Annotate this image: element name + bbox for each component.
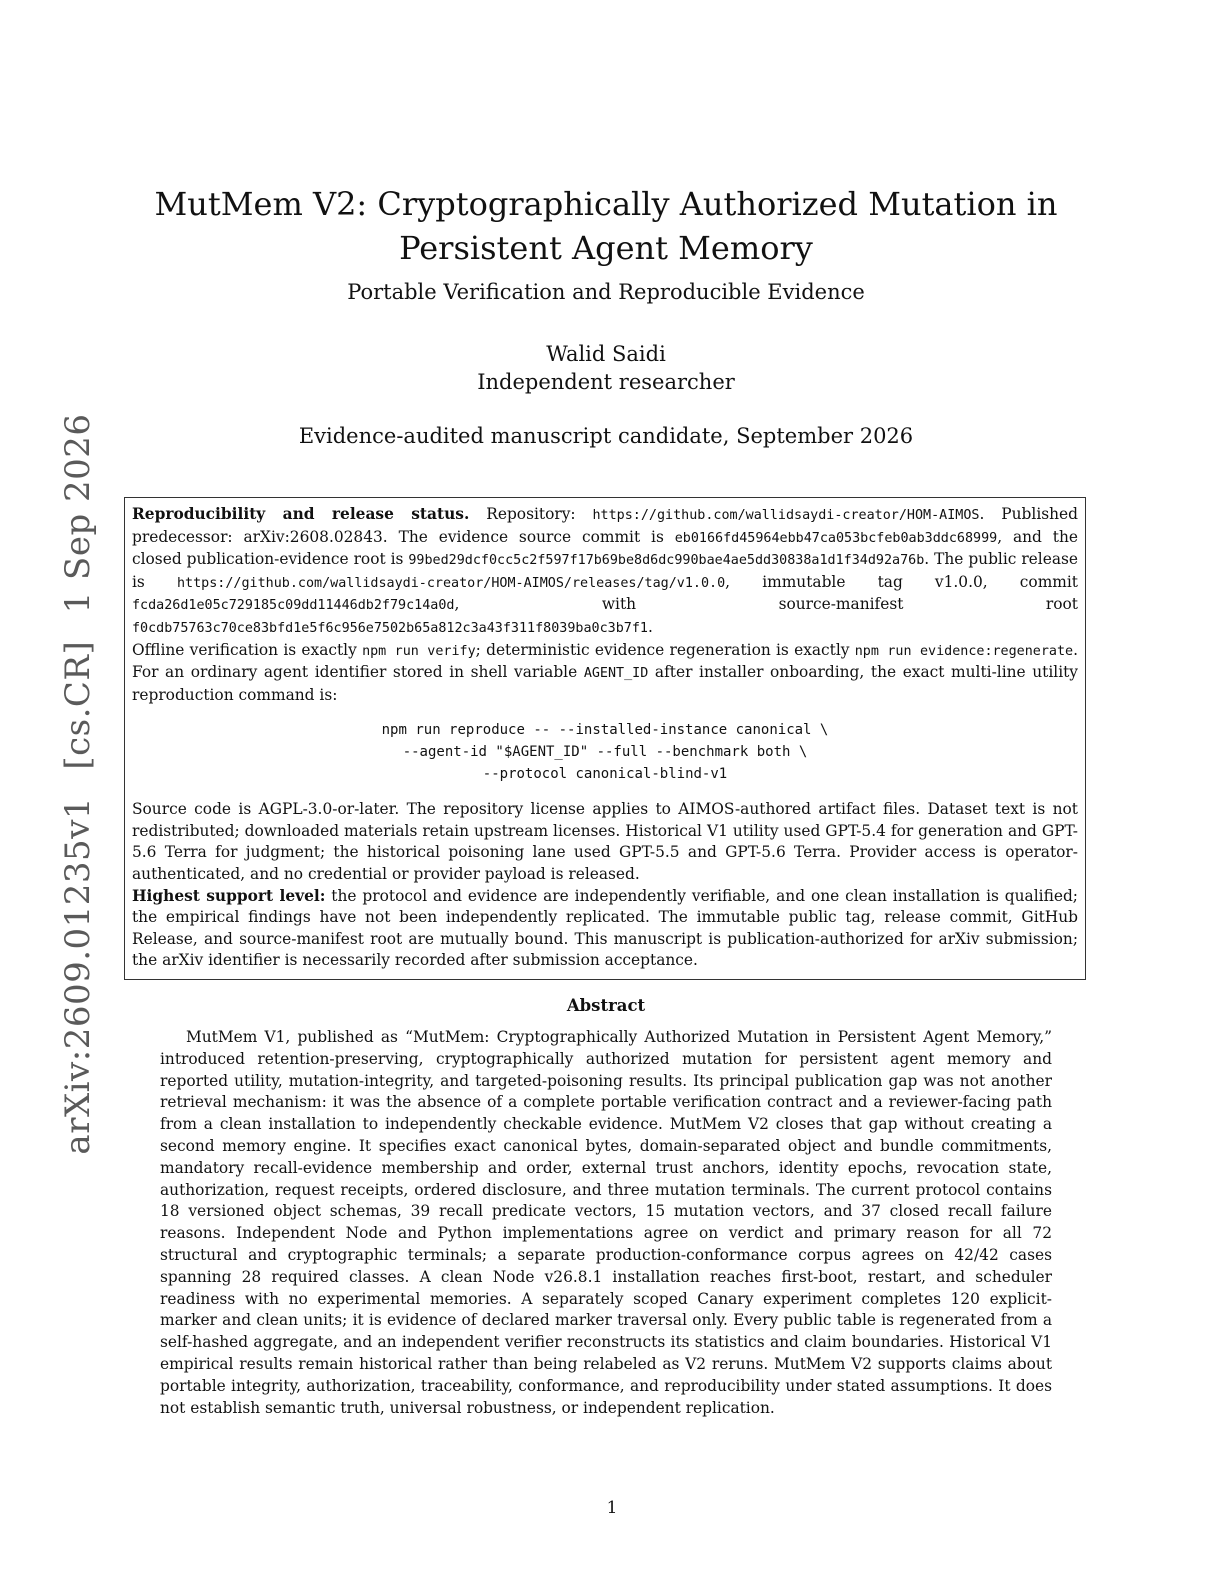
- release-text: . The public release is: [132, 550, 1078, 591]
- page-number: 1: [606, 1498, 618, 1518]
- release-text: , with source-manifest root: [454, 595, 1078, 614]
- manifest-root-hash: f0cdb75763c70ce83bfd1e5f6c956e7502b65a812c3a43f311f8039ba0c3b7f1: [132, 620, 648, 636]
- arxiv-sidebar-stamp: [58, 405, 98, 1162]
- release-text: . Published predecessor: arXiv:2608.02843. The evidence source commit is: [132, 505, 1079, 546]
- source-commit-hash: eb0166fd45964ebb47ca053bcfeb0ab3ddc68999: [674, 530, 998, 546]
- release-text: Offline verification is exactly: [132, 640, 363, 659]
- release-heading: Reproducibility and release status.: [132, 505, 470, 523]
- manuscript-date: Evidence-audited manuscript candidate, September 2026: [298, 424, 914, 448]
- command-line: --protocol canonical-blind-v1: [482, 765, 728, 782]
- paper-title: MutMem V2: Cryptographically Authorized Mutation in Persistent Agent Memory: [154, 185, 1058, 267]
- support-level-heading: Highest support level:: [132, 886, 326, 905]
- agent-id-variable: AGENT_ID: [583, 666, 649, 682]
- support-level-paragraph: [132, 886, 1078, 972]
- arxiv-date: 1 Sep 2026: [58, 413, 98, 614]
- author-affiliation: Independent researcher: [477, 370, 735, 394]
- reproduce-command-block: [132, 720, 1078, 785]
- arxiv-category: [cs.CR]: [58, 640, 98, 770]
- verify-command: npm run verify: [362, 643, 476, 659]
- title-block: [150, 182, 1062, 450]
- release-text: .: [647, 617, 653, 636]
- abstract-body: MutMem V1, published as “MutMem: Cryptographically Authorized Mutation in Persistent Agent Memory,” introduced retention-preserving, cryptographically authorized mutation for persistent agent memory and reported utility, mutation-integrity, and targeted-poisoning results. Its principal publication gap was not another retrieval mechanism: it was the absence of a complete portable verification contract and a reviewer-facing path from a clean installation to independently checkable evidence. MutMem V2 closes that gap without creating a second memory engine. It specifies exact canonical bytes, domain-separated object and bundle commitments, mandatory recall-evidence membership and order, external trust anchors, identity epochs, revocation state, authorization, request receipts, ordered disclosure, and three mutation terminals. The current protocol contains 18 versioned object schemas, 39 recall predicate vectors, 15 mutation vectors, and 37 closed recall failure reasons. Independent Node and Python implementations agree on verdict and primary reason for all 72 structural and cryptographic terminals; a separate production-conformance corpus agrees on 42/42 cases spanning 28 required classes. A clean Node v26.8.1 installation reaches first-boot, restart, and scheduler readiness with no experimental memories. A separately scoped Canary experiment completes 120 explicit-marker and clean units; it is evidence of declared marker traversal only. Every public table is regenerated from a self-hashed aggregate, and an independent verifier reconstructs its statistics and claim boundaries. Historical V1 empirical results remain historical rather than being relabeled as V2 reruns. MutMem V2 supports claims about portable integrity, authorization, traceability, conformance, and reproducibility under stated assumptions. It does not establish semantic truth, universal robustness, or independent replication.: [160, 1028, 1052, 1417]
- release-text: after installer onboarding, the exact multi-line utility reproduction command is:: [132, 663, 1078, 704]
- release-url: https://github.com/wallidsaydi-creator/HOM-AIMOS/releases/tag/v1.0.0: [176, 575, 726, 591]
- paper-subtitle: Portable Verification and Reproducible Evidence: [347, 280, 865, 304]
- release-text: , immutable tag v1.0.0, commit: [725, 572, 1078, 591]
- release-paragraph-2: [132, 640, 1078, 707]
- support-level-text: the protocol and evidence are independently verifiable, and one clean installation is qualified; the empirical findings have not been independently replicated. The immutable public tag, release commit, GitHub Release, and source-manifest root are mutually bound. This manuscript is publication-authorized for arXiv submission; the arXiv identifier is necessarily recorded after submission acceptance.: [132, 886, 1078, 970]
- command-line: --agent-id "$AGENT_ID" --full --benchmark both \: [402, 743, 808, 760]
- arxiv-id: arXiv:2609.01235v1: [58, 796, 98, 1155]
- release-paragraph-1: [132, 504, 1078, 640]
- release-text: . For an ordinary agent identifier stored in shell variable: [132, 640, 1079, 682]
- release-text: , and the closed publication-evidence root is: [132, 527, 1078, 569]
- evidence-root-hash: 99bed29dcf0cc5c2f597f17b69be8d6dc990bae4ae5dd30838a1d1f34d92a76b: [408, 553, 925, 569]
- release-commit-hash: fcda26d1e05c729185c09dd11446db2f79c14a0d: [132, 598, 455, 614]
- regenerate-command: npm run evidence:regenerate: [854, 643, 1074, 659]
- release-text: Repository:: [469, 505, 593, 523]
- command-line: npm run reproduce -- --installed-instance canonical \: [381, 722, 829, 739]
- release-status-box: [124, 497, 1086, 980]
- repository-url: https://github.com/wallidsaydi-creator/HOM-AIMOS: [592, 508, 980, 523]
- release-text: ; deterministic evidence regeneration is exactly: [475, 640, 855, 659]
- abstract-heading: Abstract: [566, 996, 646, 1015]
- author-name: Walid Saidi: [546, 342, 666, 366]
- license-paragraph: Source code is AGPL-3.0-or-later. The repository license applies to AIMOS-authored artifact files. Dataset text is not redistributed; downloaded materials retain upstream licenses. Historical V1 utility used GPT-5.4 for generation and GPT-5.6 Terra for judgment; the historical poisoning lane used GPT-5.5 and GPT-5.6 Terra. Provider access is operator-authenticated, and no credential or provider payload is released.: [132, 800, 1078, 883]
